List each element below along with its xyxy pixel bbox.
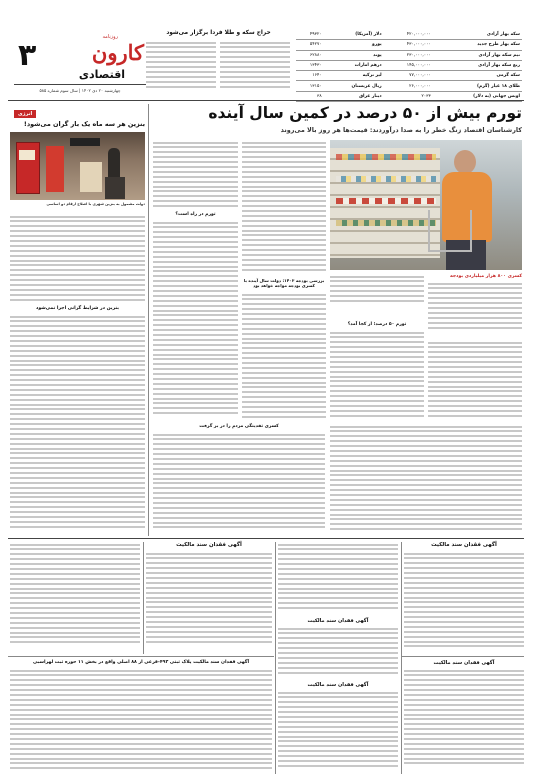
market-value: ۲۶,۰۰۰,۰۰۰ <box>384 81 433 91</box>
market-value: ۱۴۵,۰۰۰,۰۰۰ <box>384 60 433 70</box>
page-number: ۳ <box>18 38 37 73</box>
market-value: ۲۳۰,۰۰۰,۰۰۰ <box>384 50 433 60</box>
market-label-2: لیر ترکیه <box>324 71 384 81</box>
side-headline: بنزین هر سه ماه یک بار گران می‌شود! <box>23 120 145 128</box>
market-label-2: درهم امارات <box>324 60 384 70</box>
main-body-col-e <box>428 340 522 420</box>
main-body-col-d2 <box>330 330 424 420</box>
subhead-3: کسری تقدینگی مردم را در بر گرفت <box>199 424 279 429</box>
gas-station-photo <box>10 132 145 200</box>
market-label-2: یورو <box>324 40 384 50</box>
market-value-2: ۴۹۳۲۰ <box>296 30 324 40</box>
market-row <box>296 40 522 50</box>
masthead <box>10 30 150 110</box>
market-value: ۲۰۳۳ <box>384 91 433 101</box>
ad-2: آگهی فقدان سند مالکیت <box>146 542 272 652</box>
market-row <box>296 71 522 81</box>
market-value: ۴۲۰,۰۰۰,۰۰۰ <box>384 30 433 40</box>
market-row <box>296 30 522 40</box>
market-row <box>296 60 522 70</box>
market-label: نیم سکه بهار آزادی <box>433 50 522 60</box>
main-body-col-c <box>242 292 326 420</box>
side-story <box>10 110 145 535</box>
market-label-2: ریال عربستان <box>324 81 384 91</box>
main-body-col-b <box>242 140 326 274</box>
market-value-2: ۳۸ <box>296 91 324 101</box>
ad-8: آگهی فقدان سند مالکیت <box>404 660 524 774</box>
market-value-2: ۶۲۸۸۰ <box>296 50 324 60</box>
main-photo <box>330 140 522 270</box>
section-name: اقتصادی <box>78 68 126 81</box>
ad-5: آگهی فقدان سند مالکیت <box>278 618 398 678</box>
main-body-col-g <box>330 424 522 532</box>
market-label: سکه بهار طرح جدید <box>433 40 522 50</box>
caption-box: کسری ۸۰۰ هزار میلیاردی بودجه <box>428 274 522 336</box>
logo: روزنامه کارون <box>91 34 144 65</box>
main-body-col-d <box>330 274 424 304</box>
side-caption: دولت مشمول به بنزین شهری با اصلاح ارقام دو اساسی <box>46 202 145 206</box>
side-body-2 <box>10 314 145 532</box>
side-kicker: انرژی <box>14 110 36 118</box>
market-row <box>296 81 522 91</box>
market-row <box>296 50 522 60</box>
ad-3 <box>278 542 398 614</box>
subhead-1: تورم ۵۰ درصد؛ از کجا آمد؟ <box>347 322 407 327</box>
ad-7: آگهی فقدان سند مالکیت <box>278 682 398 774</box>
side-body-1 <box>10 214 145 304</box>
market-label-2: دینار عراق <box>324 91 384 101</box>
market-label: سکه بهار آزادی <box>433 30 522 40</box>
ad-4: آگهی فقدان سند مالکیت <box>404 542 524 652</box>
top-news-headline: حراج سکه و طلا فردا برگزار می‌شود <box>166 30 271 36</box>
market-table <box>296 30 522 99</box>
market-label: ربع سکه بهار آزادی <box>433 60 522 70</box>
subhead-2: تورم در راه است؟ <box>175 212 216 217</box>
market-label: اونس جهانی (به دلار) <box>433 91 522 101</box>
main-headline: تورم بیش از ۵۰ درصد در کمین سال آینده <box>208 104 522 122</box>
market-value: ۷۷,۰۰۰,۰۰۰ <box>384 71 433 81</box>
side-subhead: بنزین در شرایط گرانی اجرا نمی‌شود <box>36 306 119 311</box>
market-value-2: ۱۳۱۵۰ <box>296 81 324 91</box>
market-value: ۴۳۰,۰۰۰,۰۰۰ <box>384 40 433 50</box>
top-news-body-col2 <box>220 40 290 89</box>
market-label-2: پوند <box>324 50 384 60</box>
main-body-col-a <box>153 140 238 210</box>
market-value-2: ۵۴۲۷۰ <box>296 40 324 50</box>
market-label-2: دلار (آمریکا) <box>324 30 384 40</box>
ad-1 <box>10 542 140 652</box>
dateline: چهارشنبه ۲۰ دی ۱۴۰۲ | سال سوم شماره ۵۸۵ <box>39 88 121 93</box>
ad-6: آگهی فقدان سند مالکیت پلاک ثبتی ۴۹۳-فرعی از ۸۸ اصلی واقع در بخش ۱۱ حوزه ثبت لهراسبی <box>10 660 272 774</box>
market-label: سکه گرمی <box>433 71 522 81</box>
main-subheadline: کارشناسان اقتصاد زنگ خطر را به صدا درآوردند: قیمت‌ها هر روز بالا می‌روند <box>280 126 522 134</box>
photo-caption: بررسی بودجه ۱۴۰۳: دولت سال آینده با کسری بودجه مواجه خواهد بود <box>243 278 325 288</box>
main-body-col-f <box>153 432 325 532</box>
market-label: طلای ۱۸ عیار (گرم) <box>433 81 522 91</box>
top-news-body-col1 <box>146 40 216 89</box>
market-value-2: ۱۳۴۳۰ <box>296 60 324 70</box>
top-news <box>146 30 291 98</box>
main-body-col-a2 <box>153 220 238 420</box>
market-value-2: ۱۶۴۰ <box>296 71 324 81</box>
